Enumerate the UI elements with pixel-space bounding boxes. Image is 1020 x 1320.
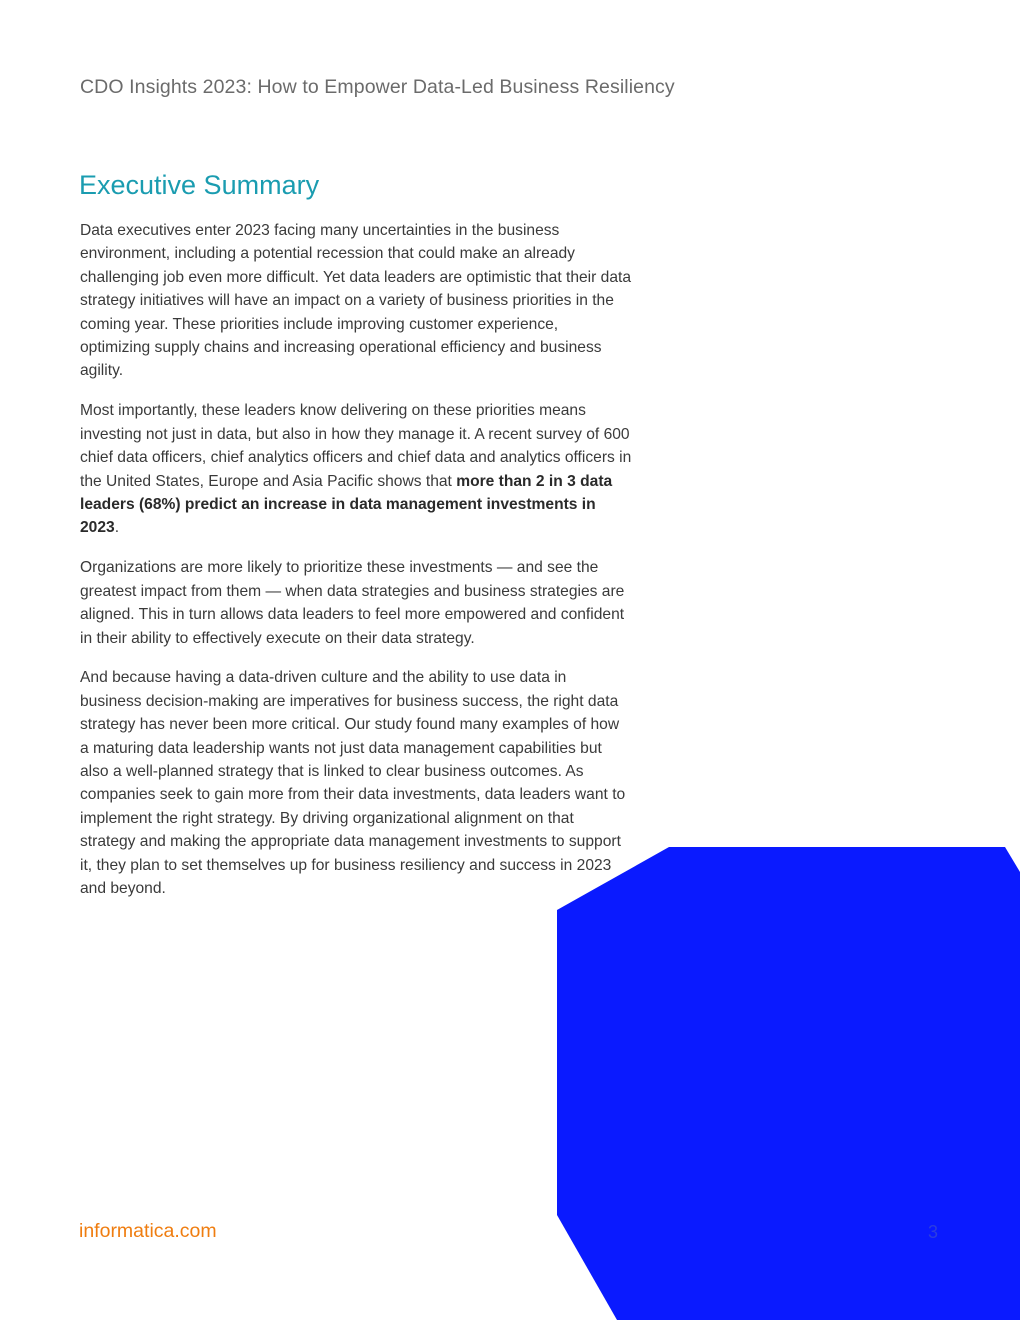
body-text [80, 219, 632, 917]
page-number: 3 [928, 1222, 939, 1242]
paragraph-1: Data executives enter 2023 facing many uncertainties in the business environment, including a potential recession that could make an already challenging job even more difficult. Yet data leaders are optimistic that their data strategy initiatives will have an impact on a variety of business priorities in the coming year. These priorities include improving customer experience, optimizing supply chains and increasing operational efficiency and business agility. [80, 222, 632, 380]
decorative-blue-hexagon-polygon [557, 847, 1020, 1320]
section-heading: Executive Summary [79, 170, 320, 200]
document-header-title: CDO Insights 2023: How to Empower Data-Led Business Resiliency [80, 76, 675, 98]
paragraph-2 [80, 399, 632, 539]
paragraph-4: And because having a data-driven culture and the ability to use data in business decision-making are imperatives for business success, the right data strategy has never been more critical. Our study found many examples of how a maturing data leadership wants not just data management capabilities but also a well-planned strategy that is linked to clear business outcomes. As companies seek to gain more from their data investments, data leaders want to implement the right strategy. By driving organizational alignment on that strategy and making the appropriate data management investments to support it, they plan to set themselves up for business resiliency and success in 2023 and beyond. [80, 669, 626, 898]
paragraph-2-text-end: . [114, 519, 120, 537]
paragraph-3: Organizations are more likely to prioritize these investments — and see the greatest impact from them — when data strategies and business strategies are aligned. This in turn allows data leaders to feel more empowered and confident in their ability to effectively execute on their data strategy. [80, 559, 625, 647]
footer-website-link[interactable]: informatica.com [79, 1220, 217, 1242]
paragraph-2-text-start: Most importantly, these leaders know delivering on these priorities means investing not just in data, but also in how they manage it. A recent survey of 600 chief data officers, chief analytics officers and chief data and analytics officers in the United States, Europe and Asia Pacific shows that [80, 402, 632, 490]
paragraph-2-highlight: more than 2 in 3 data leaders (68%) predict an increase in data management investments in 2023 [80, 472, 613, 537]
